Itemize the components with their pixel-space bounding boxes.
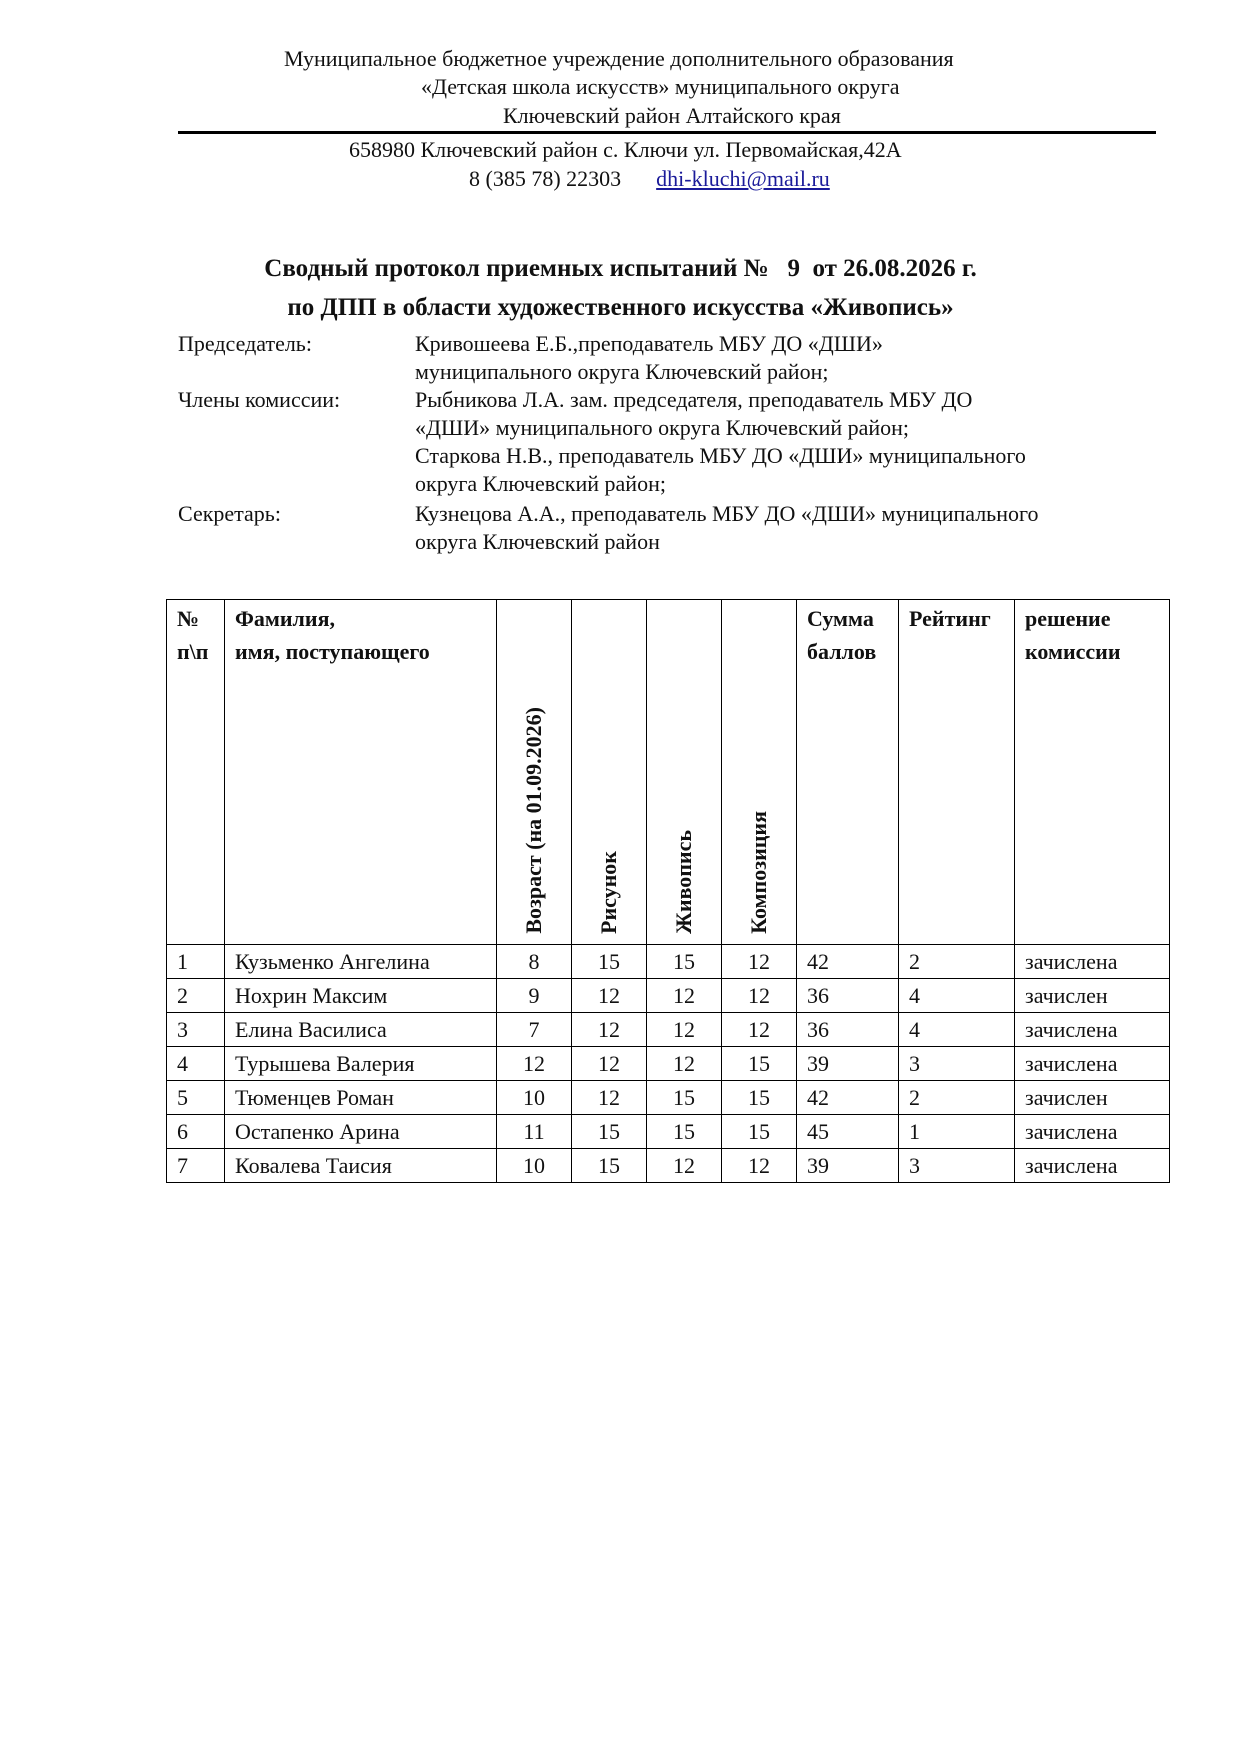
- cell-sum: 39: [797, 1149, 899, 1183]
- header-rating-text: Рейтинг: [909, 606, 991, 631]
- header-name-line-1: Фамилия,: [235, 606, 335, 631]
- institution-line-2: «Детская школа искусств» муниципального округа: [421, 74, 900, 99]
- institution-address: 658980 Ключевский район с. Ключи ул. Первомайская,42А: [349, 137, 902, 162]
- protocol-title-line-2: по ДПП в области художественного искусства «Живопись»: [287, 294, 954, 321]
- cell-num: 7: [167, 1149, 225, 1183]
- header-composition-text: Композиция: [746, 811, 771, 934]
- cell-drawing: 12: [572, 979, 647, 1013]
- secretary-line-2: округа Ключевский район: [415, 529, 660, 554]
- cell-sum: 42: [797, 1081, 899, 1115]
- institution-line-3: Ключевский район Алтайского края: [503, 103, 841, 128]
- cell-num: 1: [167, 945, 225, 979]
- institution-email-link[interactable]: dhi-kluchi@mail.ru: [656, 166, 830, 191]
- header-num: [167, 600, 225, 945]
- header-num-line-2: п\п: [177, 639, 209, 664]
- cell-num: 4: [167, 1047, 225, 1081]
- members-label: Члены комиссии:: [178, 387, 341, 412]
- table-row: [167, 979, 1170, 1013]
- cell-composition: 15: [722, 1081, 797, 1115]
- cell-decision: зачислена: [1015, 1013, 1170, 1047]
- cell-decision: зачислена: [1015, 945, 1170, 979]
- cell-num: 3: [167, 1013, 225, 1047]
- cell-composition: 12: [722, 945, 797, 979]
- cell-painting: 15: [647, 1081, 722, 1115]
- header-decision: [1015, 600, 1170, 945]
- chair-label: Председатель:: [178, 331, 312, 356]
- header-sum: [797, 600, 899, 945]
- table-row: [167, 1081, 1170, 1115]
- cell-age: 8: [497, 945, 572, 979]
- cell-name: Остапенко Арина: [225, 1115, 497, 1149]
- cell-composition: 15: [722, 1047, 797, 1081]
- cell-drawing: 15: [572, 1149, 647, 1183]
- cell-sum: 45: [797, 1115, 899, 1149]
- header-rating: [899, 600, 1015, 945]
- cell-name: Елина Василиса: [225, 1013, 497, 1047]
- cell-num: 6: [167, 1115, 225, 1149]
- cell-composition: 12: [722, 1013, 797, 1047]
- members-line-3: Старкова Н.В., преподаватель МБУ ДО «ДШИ» муниципального: [415, 443, 1026, 468]
- cell-age: 9: [497, 979, 572, 1013]
- members-line-2: «ДШИ» муниципального округа Ключевский район;: [415, 415, 910, 440]
- cell-name: Тюменцев Роман: [225, 1081, 497, 1115]
- cell-num: 5: [167, 1081, 225, 1115]
- cell-drawing: 15: [572, 945, 647, 979]
- header-name-line-2: имя, поступающего: [235, 639, 430, 664]
- cell-rating: 3: [899, 1047, 1015, 1081]
- cell-sum: 36: [797, 979, 899, 1013]
- cell-painting: 12: [647, 1149, 722, 1183]
- header-num-line-1: №: [177, 606, 200, 631]
- cell-sum: 42: [797, 945, 899, 979]
- cell-decision: зачислена: [1015, 1149, 1170, 1183]
- header-age: [497, 600, 572, 945]
- cell-age: 12: [497, 1047, 572, 1081]
- header-painting: [647, 600, 722, 945]
- members-line-1: Рыбникова Л.А. зам. председателя, преподаватель МБУ ДО: [415, 387, 973, 412]
- cell-rating: 2: [899, 1081, 1015, 1115]
- cell-sum: 39: [797, 1047, 899, 1081]
- cell-name: Ковалева Таисия: [225, 1149, 497, 1183]
- cell-age: 10: [497, 1149, 572, 1183]
- institution-line-1: Муниципальное бюджетное учреждение дополнительного образования: [284, 46, 954, 71]
- cell-painting: 15: [647, 945, 722, 979]
- table-row: [167, 1013, 1170, 1047]
- header-drawing-text: Рисунок: [596, 851, 621, 934]
- chair-line-1: Кривошеева Е.Б.,преподаватель МБУ ДО «ДШИ»: [415, 331, 883, 356]
- cell-decision: зачислена: [1015, 1047, 1170, 1081]
- table-row: [167, 1047, 1170, 1081]
- cell-name: Турышева Валерия: [225, 1047, 497, 1081]
- cell-drawing: 15: [572, 1115, 647, 1149]
- cell-composition: 12: [722, 1149, 797, 1183]
- cell-age: 10: [497, 1081, 572, 1115]
- header-name: [225, 600, 497, 945]
- cell-decision: зачислен: [1015, 1081, 1170, 1115]
- cell-rating: 4: [899, 979, 1015, 1013]
- cell-composition: 12: [722, 979, 797, 1013]
- institution-contacts: [469, 166, 830, 192]
- table-row: [167, 1115, 1170, 1149]
- header-painting-text: Живопись: [671, 830, 696, 934]
- members-line-4: округа Ключевский район;: [415, 471, 666, 496]
- header-drawing: [572, 600, 647, 945]
- chair-line-2: муниципального округа Ключевский район;: [415, 359, 829, 384]
- cell-age: 7: [497, 1013, 572, 1047]
- cell-drawing: 12: [572, 1081, 647, 1115]
- cell-rating: 3: [899, 1149, 1015, 1183]
- cell-painting: 12: [647, 1047, 722, 1081]
- results-table: [166, 599, 1170, 1183]
- header-sum-line-1: Сумма: [807, 606, 874, 631]
- table-row: [167, 1149, 1170, 1183]
- cell-name: Кузьменко Ангелина: [225, 945, 497, 979]
- cell-composition: 15: [722, 1115, 797, 1149]
- cell-drawing: 12: [572, 1013, 647, 1047]
- table-row: [167, 945, 1170, 979]
- protocol-title-line-1: Сводный протокол приемных испытаний № 9 от 26.08.2026 г.: [264, 255, 977, 282]
- table-header-row: [167, 600, 1170, 945]
- secretary-label: Секретарь:: [178, 501, 281, 526]
- header-decision-line-2: комиссии: [1025, 639, 1121, 664]
- institution-phone: 8 (385 78) 22303: [469, 166, 622, 191]
- header-age-text: Возраст (на 01.09.2026): [521, 707, 546, 934]
- header-composition: [722, 600, 797, 945]
- cell-rating: 4: [899, 1013, 1015, 1047]
- header-decision-line-1: решение: [1025, 606, 1111, 631]
- cell-painting: 12: [647, 1013, 722, 1047]
- cell-decision: зачислен: [1015, 979, 1170, 1013]
- cell-rating: 2: [899, 945, 1015, 979]
- secretary-line-1: Кузнецова А.А., преподаватель МБУ ДО «ДШИ» муниципального: [415, 501, 1039, 526]
- cell-age: 11: [497, 1115, 572, 1149]
- cell-decision: зачислена: [1015, 1115, 1170, 1149]
- cell-num: 2: [167, 979, 225, 1013]
- header-sum-line-2: баллов: [807, 639, 877, 664]
- cell-painting: 15: [647, 1115, 722, 1149]
- cell-name: Нохрин Максим: [225, 979, 497, 1013]
- cell-painting: 12: [647, 979, 722, 1013]
- cell-rating: 1: [899, 1115, 1015, 1149]
- header-divider: [178, 131, 1156, 134]
- cell-drawing: 12: [572, 1047, 647, 1081]
- cell-sum: 36: [797, 1013, 899, 1047]
